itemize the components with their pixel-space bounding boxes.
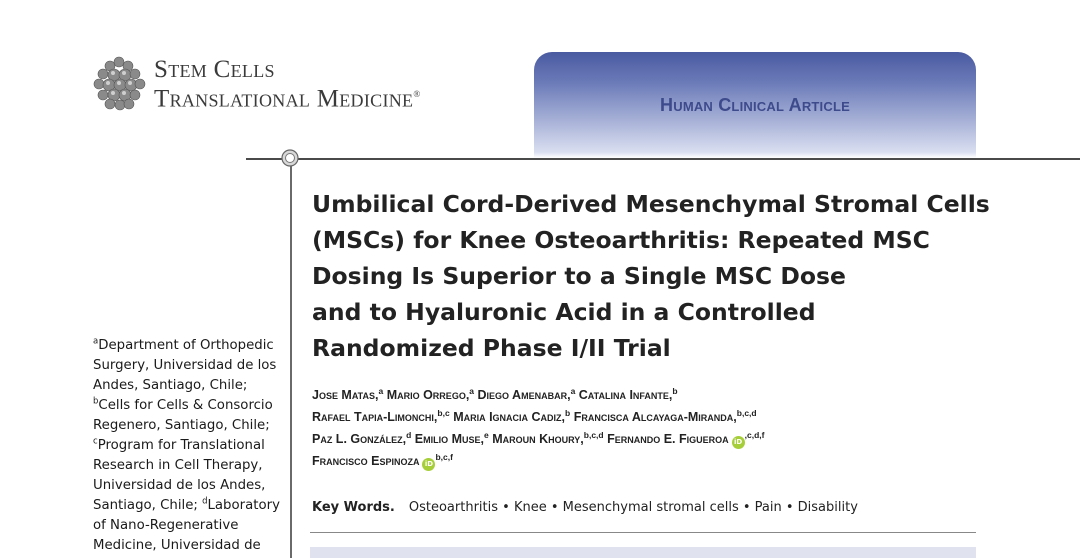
keywords (312, 500, 1052, 515)
author (414, 429, 489, 446)
header-divider (246, 158, 1080, 160)
journal-name-line-2-text: Translational Medicine (154, 85, 414, 113)
author-line (312, 406, 1052, 428)
author-name: Mario Orrego, (386, 388, 470, 402)
author-name: Paz L. González, (312, 432, 407, 446)
article-title (312, 186, 1052, 366)
abstract-band (310, 547, 976, 558)
author-affiliation-marker: a (469, 385, 475, 396)
author-affiliation-marker: a (378, 385, 384, 396)
affiliation-b (93, 398, 273, 433)
cell-cluster-logo-icon (90, 54, 148, 112)
section-divider (310, 532, 976, 533)
author-name: Fernando E. Figueroa (607, 432, 729, 446)
author-line (312, 428, 1052, 450)
author-name: Maria Ignacia Cadiz, (453, 410, 566, 424)
author (477, 385, 576, 402)
keywords-text: Osteoarthritis • Knee • Mesenchymal stromal cells • Pain • Disability (408, 500, 858, 515)
author-affiliation-marker: b,c,f (435, 451, 453, 462)
title-line: Umbilical Cord-Derived Mesenchymal Stromal Cells (312, 190, 990, 218)
column-divider (290, 158, 292, 558)
author-affiliation-marker: e (483, 429, 489, 440)
article-type-label: Human Clinical Article (660, 95, 850, 115)
article-type-tab (534, 52, 976, 158)
affiliation-marker: b (93, 396, 99, 407)
title-line: (MSCs) for Knee Osteoarthritis: Repeated MSC (312, 226, 930, 254)
author-line (312, 384, 1052, 406)
author (312, 451, 453, 468)
affiliation-marker: d (202, 496, 208, 507)
author-affiliation-marker: ,c,d,f (744, 429, 765, 440)
affiliation-marker: a (93, 336, 99, 347)
author-name: Maroun Khoury, (492, 432, 584, 446)
author (578, 385, 678, 402)
orcid-icon[interactable]: iD (732, 436, 745, 449)
author (453, 407, 571, 424)
affiliation-a (93, 338, 276, 393)
author-affiliation-marker: b,c,d (583, 429, 604, 440)
author (312, 385, 384, 402)
orcid-icon[interactable]: iD (422, 458, 435, 471)
affiliation-text: Department of Orthopedic Surgery, Universidad de los Andes, Santiago, Chile; (93, 338, 277, 393)
author (386, 385, 475, 402)
author-name: Catalina Infante, (578, 388, 673, 402)
affiliations (93, 336, 285, 556)
author-name: Emilio Muse, (414, 432, 484, 446)
registered-mark: ® (413, 89, 421, 99)
divider-ornament-icon (280, 148, 300, 168)
author-affiliation-marker: a (570, 385, 576, 396)
author-affiliation-marker: b (672, 385, 678, 396)
author-affiliation-marker: d (406, 429, 412, 440)
author (312, 429, 412, 446)
author-name: Francisco Espinoza (312, 454, 420, 468)
author-name: Francisca Alcayaga-Miranda, (573, 410, 737, 424)
keywords-label: Key Words. (312, 500, 395, 515)
author (492, 429, 604, 446)
title-line: and to Hyaluronic Acid in a Controlled (312, 298, 816, 326)
journal-logo (90, 54, 510, 114)
author (573, 407, 757, 424)
title-line: Dosing Is Superior to a Single MSC Dose (312, 262, 846, 290)
author-name: Rafael Tapia-Limonchi, (312, 410, 438, 424)
journal-name (154, 58, 420, 111)
author-name: Diego Amenabar, (477, 388, 571, 402)
author (607, 429, 765, 446)
author (312, 407, 450, 424)
author-affiliation-marker: b,c (437, 407, 450, 418)
journal-name-line-2 (154, 82, 420, 111)
author-affiliation-marker: b,c,d (736, 407, 757, 418)
author-line (312, 450, 1052, 472)
affiliation-text: Program for Translational Research in Cell Therapy, Universidad de los Andes, Santiago, Chile; (93, 438, 266, 513)
author-name: Jose Matas, (312, 388, 379, 402)
title-line: Randomized Phase I/II Trial (312, 334, 671, 362)
affiliation-marker: c (93, 436, 98, 447)
affiliation-text: Cells for Cells & Consorcio Regenero, Santiago, Chile; (93, 398, 273, 433)
author-affiliation-marker: b (565, 407, 571, 418)
author-list (312, 384, 1052, 472)
affiliation-text: Laboratory of Nano-Regenerative Medicine, Universidad de (93, 498, 280, 553)
journal-name-line-1: Stem Cells (154, 56, 275, 83)
